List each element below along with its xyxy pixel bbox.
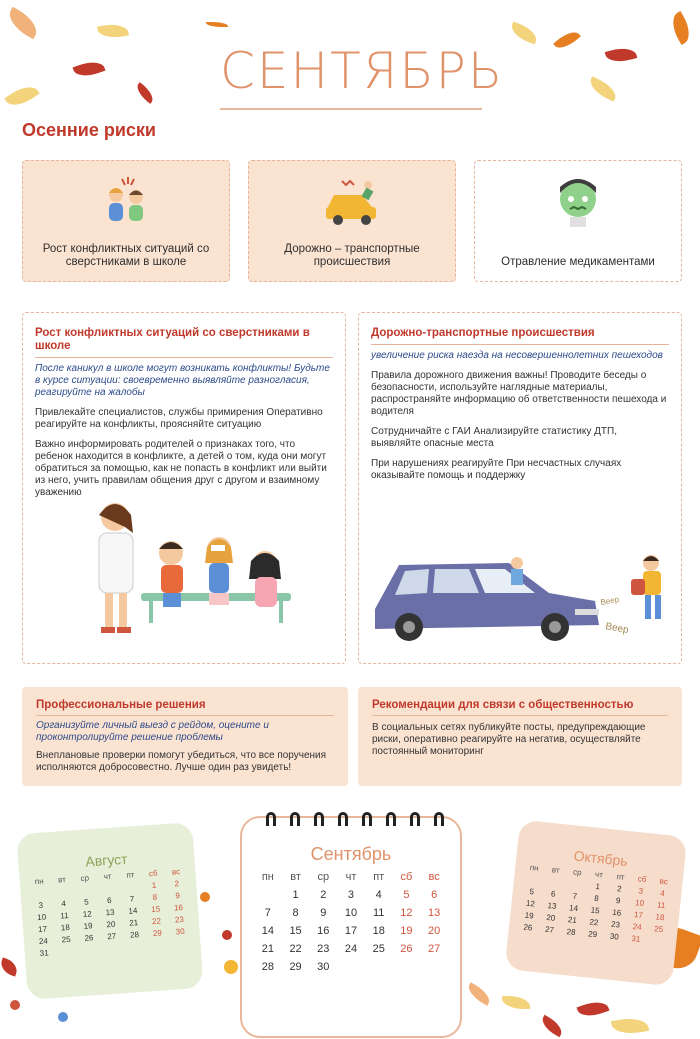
leaf-decoration	[605, 44, 638, 65]
calendar-ring	[386, 812, 396, 826]
calendar-ring	[434, 812, 444, 826]
calendar-day: 28	[261, 961, 274, 973]
calendar-day: 1	[292, 889, 299, 901]
calendar-day: 27	[107, 931, 117, 942]
calendar-day: 18	[372, 925, 385, 937]
calendar-day: 26	[84, 933, 94, 943]
leaf-decoration	[133, 82, 156, 104]
empty-cell	[565, 879, 588, 890]
calendar-ring	[338, 812, 348, 826]
box-title: Профессиональные решения	[36, 699, 206, 711]
conflicts-panel	[22, 312, 346, 664]
calendar-day: 9	[175, 891, 181, 901]
calendar-september	[240, 816, 462, 1038]
leaf-decoration	[611, 1015, 649, 1037]
traffic-panel	[358, 312, 682, 664]
calendar-day: 17	[37, 924, 48, 935]
calendar-month-name: Октябрь	[572, 847, 629, 870]
risk-card-conflicts	[22, 160, 230, 282]
calendar-grid	[517, 862, 675, 947]
calendar-ring	[314, 812, 324, 826]
calendar-day: 15	[150, 904, 161, 915]
calendar-day: 19	[524, 910, 535, 921]
weekday-label: пт	[616, 872, 626, 882]
calendar-day: 17	[344, 925, 358, 937]
calendar-day: 3	[638, 886, 644, 896]
calendar-day: 22	[289, 943, 302, 955]
sick-face-icon	[548, 173, 608, 229]
calendar-day: 5	[403, 889, 410, 901]
box-text: Внеплановые проверки помогут убедиться, что все поручения исполняются добросовестно. Лучше один раз увидеть!	[36, 750, 327, 773]
flower-decoration	[224, 960, 238, 974]
calendar-day: 20	[428, 925, 441, 937]
calendar-day: 7	[572, 891, 578, 901]
calendar-day: 14	[568, 903, 579, 914]
calendar-day: 7	[264, 907, 271, 919]
calendar-day: 19	[400, 925, 413, 937]
leaf-decoration	[577, 997, 610, 1020]
calendar-day: 16	[317, 925, 330, 937]
calendar-day: 2	[616, 884, 622, 894]
panel-subtitle: увеличение риска наезда на несовершеннолетних пешеходов	[371, 350, 663, 361]
calendar-day: 8	[152, 892, 158, 902]
risk-card-poisoning	[474, 160, 682, 282]
professional-solutions-box	[22, 687, 348, 786]
weekday-label: вс	[428, 871, 440, 883]
divider	[36, 715, 334, 716]
calendar-day: 13	[547, 900, 557, 911]
flower-decoration	[58, 1012, 68, 1022]
calendar-day: 25	[653, 924, 664, 935]
calendar-day: 24	[38, 936, 49, 947]
divider	[372, 715, 668, 716]
calendar-day: 26	[523, 922, 533, 933]
weekday-label: пн	[261, 871, 274, 883]
leaf-decoration	[73, 57, 106, 80]
calendar-day: 14	[261, 925, 274, 937]
calendar-day: 18	[60, 922, 71, 933]
page-title: СЕНТЯБРЬ	[220, 42, 505, 100]
calendar-day: 10	[344, 907, 358, 919]
panel-subtitle: После каникул в школе могут возникать конфликты! Будьте в курсе ситуации: своевременно выявляйте разногласия, реагируйте на жалобы	[35, 363, 330, 398]
calendar-day: 5	[528, 887, 535, 897]
calendar-day: 11	[656, 900, 666, 911]
header	[220, 38, 505, 110]
weekday-label: вт	[551, 865, 561, 875]
car-accident-icon	[322, 173, 382, 229]
calendar-day: 6	[106, 895, 112, 906]
empty-cell	[120, 882, 143, 893]
section-title: Осенние риски	[22, 120, 156, 140]
panel-paragraph: При нарушениях реагируйте При несчастных случаях оказывайте помощь и поддержку	[371, 458, 622, 481]
calendar-day: 14	[128, 906, 138, 916]
calendar-day: 16	[173, 902, 184, 913]
calendar-ring	[290, 812, 300, 826]
calendar-day: 24	[344, 943, 358, 955]
calendar-day: 30	[175, 926, 185, 937]
weekday-label: сб	[400, 871, 413, 883]
calendar-day: 29	[289, 961, 302, 973]
calendar-day: 10	[634, 898, 645, 909]
panel-paragraph: Привлекайте специалистов, службы примирения Оперативно реагируйте на конфликты, проясняйте ситуацию	[35, 407, 323, 430]
calendar-day: 16	[611, 907, 622, 918]
calendar-day: 29	[152, 928, 163, 939]
weekday-label: вт	[290, 871, 301, 883]
calendar-day: 21	[128, 918, 139, 928]
calendar-day: 6	[550, 889, 556, 899]
calendar-day: 29	[587, 929, 598, 940]
weekday-label: чт	[345, 871, 357, 883]
calendar-day: 25	[61, 934, 71, 945]
weekday-label: ср	[317, 871, 330, 883]
calendar-day: 4	[659, 888, 666, 899]
calendar-day: 25	[372, 943, 385, 955]
calendar-day: 3	[347, 889, 355, 901]
weekday-label: чт	[103, 871, 112, 882]
box-text: В социальных сетях публикуйте посты, предупреждающие риски, оперативно реагируйте на негатив, осуществляйте постоянный мониторинг	[372, 722, 646, 757]
calendar-day: 11	[372, 907, 385, 919]
leaf-decoration	[465, 982, 494, 1005]
horn-word: Beep	[604, 621, 630, 637]
calendar-day: 7	[129, 894, 135, 904]
calendar-day: 21	[567, 915, 578, 926]
calendar-day: 23	[610, 919, 621, 930]
empty-cell	[74, 885, 97, 896]
calendar-day: 9	[615, 896, 621, 906]
leaf-decoration	[553, 27, 581, 53]
calendar-day: 12	[400, 907, 413, 919]
calendar-day: 27	[428, 943, 441, 955]
weekday-label: пн	[529, 862, 540, 873]
horn-word: Beep	[599, 594, 620, 607]
calendar-grid	[254, 871, 448, 973]
empty-cell	[254, 889, 282, 901]
calendar-day: 2	[320, 889, 327, 901]
box-title: Рекомендации для связи с общественностью	[372, 699, 634, 711]
car-pedestrian-illustration	[369, 549, 679, 649]
calendar-day: 8	[292, 907, 299, 919]
title-underline	[220, 108, 482, 110]
calendar-day: 18	[655, 912, 665, 923]
calendar-ring	[410, 812, 420, 826]
pr-recommendations-box	[358, 687, 682, 786]
calendar-day: 31	[630, 933, 641, 944]
calendar-month-name: Сентябрь	[310, 844, 392, 864]
calendar-day: 22	[151, 916, 162, 927]
calendar-day: 28	[566, 927, 577, 937]
leaf-decoration	[508, 22, 539, 45]
calendar-day: 1	[595, 881, 601, 892]
panel-paragraph: Важно информировать родителей о признаках того, что ребенок находится в конфликте, а детей о том, куда они могут обратиться за помощью, как не попасть в конфликт или выйти из него, учить правилам общения друг с другом и взаимному уважению	[35, 439, 327, 498]
empty-cell	[28, 888, 51, 899]
panel-title: Рост конфликтных ситуаций со сверстниками в школе	[35, 327, 310, 352]
flower-decoration	[200, 892, 210, 902]
weekday-label: вс	[171, 867, 181, 877]
calendar-day: 17	[633, 910, 644, 920]
calendar-day: 15	[590, 905, 601, 916]
divider	[371, 344, 669, 345]
weekday-label: ср	[80, 873, 90, 883]
calendar-day: 13	[428, 907, 441, 919]
panel-title: Дорожно-транспортные происшествия	[371, 327, 595, 339]
conflict-kids-icon	[96, 173, 156, 229]
empty-cell	[543, 876, 566, 887]
calendar-day: 31	[39, 948, 49, 958]
weekday-label: пн	[34, 876, 44, 887]
weekday-label: пт	[126, 870, 135, 880]
risk-label: Рост конфликтных ситуаций со сверстниками в школе	[42, 243, 210, 268]
calendar-day: 4	[61, 899, 67, 909]
calendar-day: 8	[593, 893, 600, 904]
calendar-day: 30	[609, 931, 620, 942]
calendar-day: 13	[105, 907, 115, 918]
calendar-day: 23	[174, 914, 185, 925]
calendar-day: 26	[400, 943, 413, 955]
calendar-ring	[362, 812, 372, 826]
weekday-label: пт	[373, 871, 385, 883]
weekday-label: вт	[57, 875, 67, 885]
leaf-decoration	[0, 957, 20, 976]
calendar-day: 27	[544, 924, 555, 935]
calendar-day: 4	[375, 889, 382, 901]
calendar-day: 6	[431, 889, 438, 901]
calendar-day: 19	[83, 921, 93, 931]
calendar-ring	[266, 812, 276, 826]
risk-label: Отравление медикаментами	[501, 256, 655, 268]
calendar-day: 5	[83, 897, 89, 907]
calendar-day: 10	[36, 912, 47, 923]
risk-label: Дорожно – транспортные происшествия	[284, 243, 420, 268]
calendar-day: 1	[151, 880, 157, 891]
calendar-day: 20	[106, 919, 116, 930]
leaf-decoration	[539, 1015, 566, 1037]
calendar-day: 2	[174, 879, 180, 889]
calendar-day: 21	[261, 943, 274, 955]
calendar-day: 30	[317, 961, 330, 973]
empty-cell	[97, 883, 120, 894]
calendar-day: 28	[129, 930, 140, 940]
calendar-day: 11	[60, 910, 69, 921]
leaf-decoration	[206, 22, 228, 27]
divider	[35, 357, 333, 358]
flower-decoration	[10, 1000, 20, 1010]
calendar-day: 23	[317, 943, 330, 955]
weekday-label: ср	[572, 867, 583, 878]
risk-card-traffic	[248, 160, 456, 282]
leaf-decoration	[97, 22, 129, 41]
calendar-day: 12	[82, 909, 93, 919]
calendar-day: 3	[38, 900, 44, 910]
calendar-day: 20	[545, 912, 556, 923]
flower-decoration	[222, 930, 232, 940]
leaf-decoration	[502, 996, 530, 1009]
weekday-label: вс	[659, 876, 669, 887]
panel-paragraph: Правила дорожного движения важны! Проводите беседы о безопасности, используйте наглядные материалы, распространяйте информацию об ответственности пешехода и водителя	[371, 370, 667, 417]
doctor-kids-illustration	[83, 497, 303, 639]
panel-paragraph: Сотрудничайте с ГАИ Анализируйте статистику ДТП, выявляйте опасные места	[371, 426, 617, 449]
leaf-decoration	[4, 80, 39, 111]
box-subtitle: Организуйте личный выезд с рейдом, оцените и проконтролируйте решение проблемы	[36, 720, 269, 743]
weekday-label: чт	[594, 869, 604, 880]
calendar-day: 12	[525, 898, 536, 909]
weekday-label: сб	[148, 868, 158, 879]
calendar-month-name: Август	[84, 850, 129, 870]
empty-cell	[51, 886, 74, 897]
calendar-day: 15	[289, 925, 302, 937]
calendar-october	[505, 820, 688, 987]
calendar-day: 22	[589, 917, 599, 928]
calendar-grid	[27, 867, 192, 959]
calendar-day: 9	[320, 907, 327, 919]
leaf-decoration	[586, 76, 619, 101]
empty-cell	[522, 874, 545, 885]
leaf-decoration	[4, 7, 42, 40]
calendar-day: 24	[632, 921, 643, 932]
leaf-decoration	[667, 11, 696, 45]
calendar-august	[16, 822, 203, 1000]
weekday-label: сб	[637, 874, 647, 885]
